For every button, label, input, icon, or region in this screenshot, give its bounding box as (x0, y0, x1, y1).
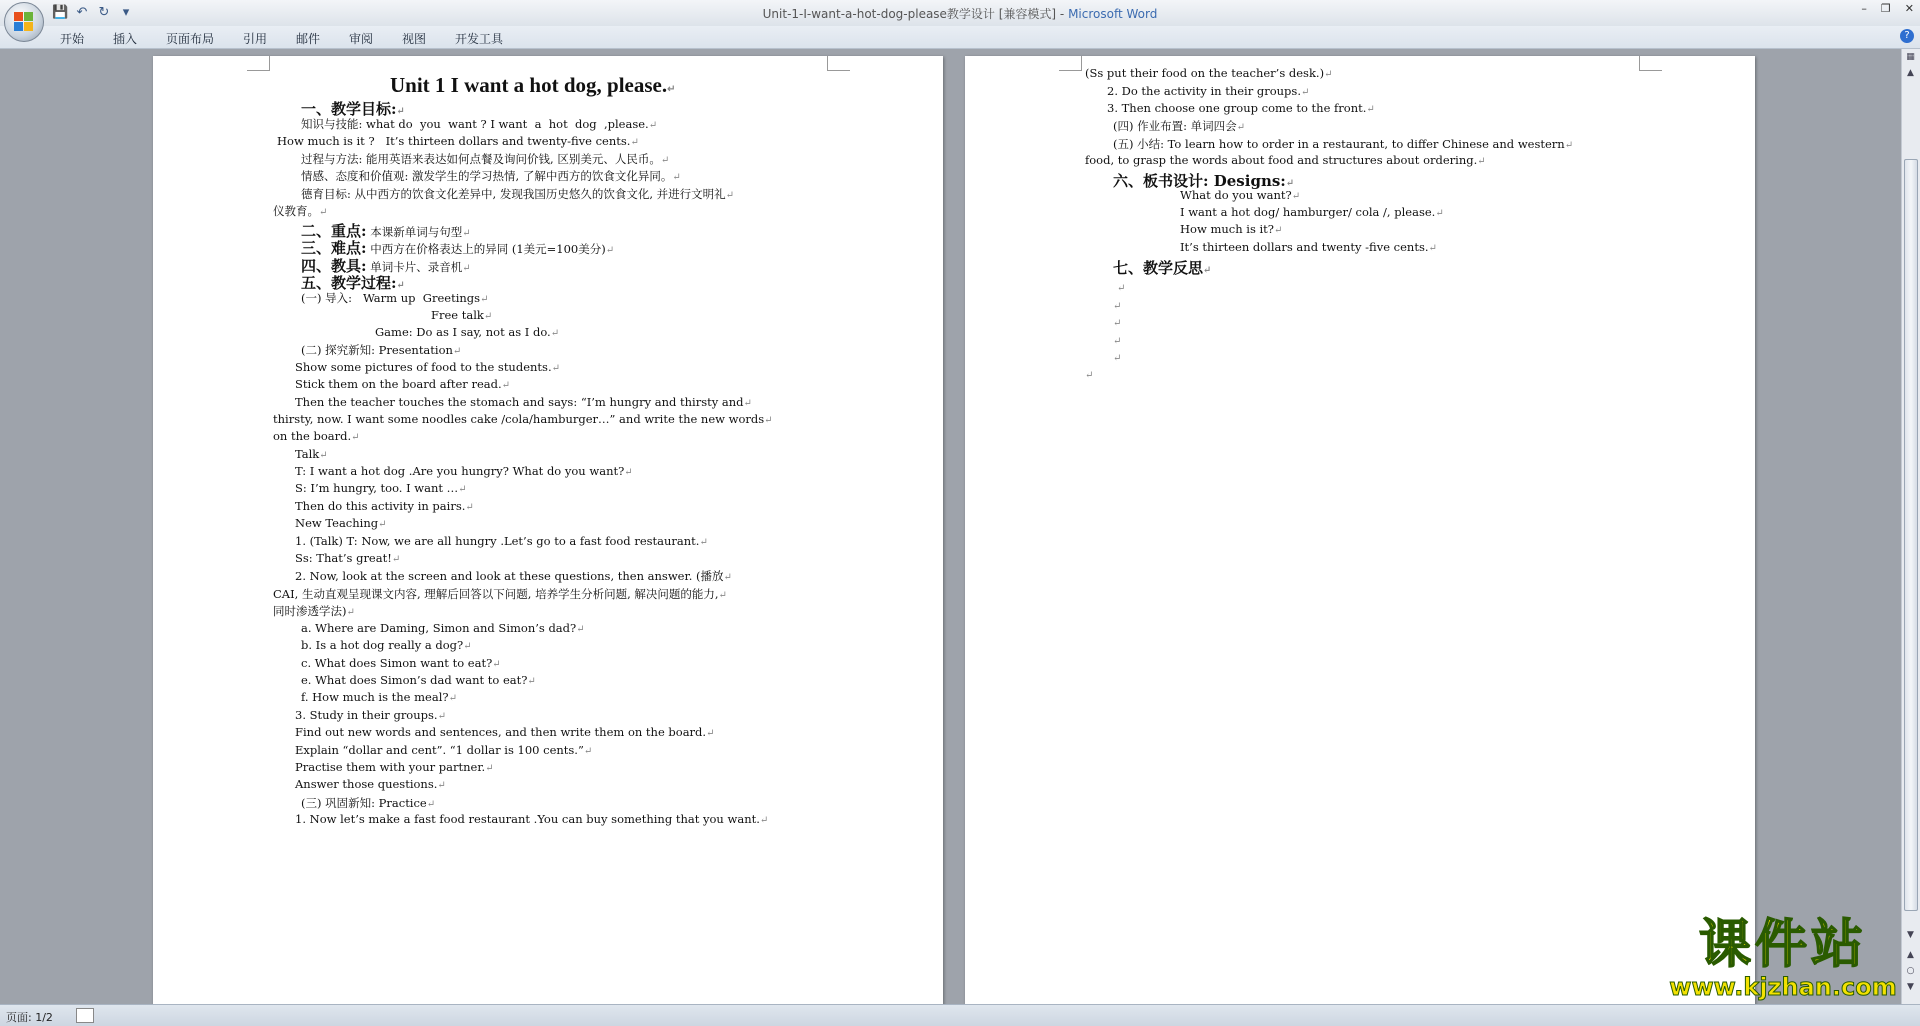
page-1-paragraph[interactable]: Then the teacher touches the stomach and says: “I’m hungry and thirsty and↵ (295, 395, 752, 409)
tab-references[interactable]: 引用 (243, 32, 268, 46)
ribbon-tabs (0, 26, 1920, 49)
paragraph-mark-icon: ↵ (378, 519, 387, 530)
page-1-paragraph[interactable]: 仪教育。↵ (273, 204, 328, 218)
page-1-paragraph[interactable]: 情感、态度和价值观: 激发学生的学习热情, 了解中西方的饮食文化异同。↵ (301, 169, 681, 183)
document-page-2[interactable] (965, 56, 1755, 1004)
paragraph-mark-icon: ↵ (624, 467, 633, 478)
empty-paragraph-mark-icon: ↵ (1113, 353, 1122, 364)
redo-icon[interactable]: ↻ (98, 5, 110, 20)
paragraph-mark-icon: ↵ (319, 207, 328, 218)
paragraph-mark-icon: ↵ (1366, 104, 1375, 115)
paragraph-mark-icon: ↵ (1300, 87, 1310, 98)
empty-paragraph-mark-icon: ↵ (1113, 301, 1122, 312)
page-1-paragraph[interactable]: S: I’m hungry, too. I want …↵ (295, 481, 467, 495)
page-1-paragraph[interactable]: on the board.↵ (273, 429, 360, 443)
scroll-down-icon[interactable]: ▼ (1907, 930, 1914, 940)
page-1-paragraph[interactable]: Show some pictures of food to the students.↵ (295, 360, 560, 374)
minimize-button[interactable]: – (1861, 2, 1867, 15)
page-1-paragraph[interactable]: 德育目标: 从中西方的饮食文化差异中, 发现我国历史悠久的饮食文化, 并进行文明礼↵ (301, 187, 735, 201)
page-1-paragraph[interactable]: Game: Do as I say, not as I do.↵ (375, 325, 560, 339)
paragraph-mark-icon: ↵ (501, 380, 511, 391)
watermark-text: 课件站 (1698, 915, 1867, 975)
paragraph-mark-icon: ↵ (437, 711, 446, 722)
paragraph-mark-icon: ↵ (346, 607, 355, 618)
page-1-paragraph[interactable]: Ss: That’s great!↵ (295, 551, 401, 565)
page-1-paragraph[interactable]: f. How much is the meal?↵ (301, 690, 457, 704)
tab-developer[interactable]: 开发工具 (455, 32, 504, 46)
paragraph-mark-icon: ↵ (718, 590, 727, 601)
app-name: Microsoft Word (1068, 7, 1158, 21)
paragraph-mark-icon: ↵ (452, 346, 462, 357)
page-1-paragraph[interactable]: 过程与方法: 能用英语来表达如何点餐及询问价钱, 区别美元、人民币。↵ (301, 152, 670, 166)
paragraph-mark-icon: ↵ (667, 84, 676, 95)
page-1-paragraph[interactable]: e. What does Simon’s dad want to eat?↵ (301, 673, 536, 687)
paragraph-mark-icon: ↵ (660, 155, 670, 166)
tab-review[interactable]: 审阅 (349, 32, 374, 46)
page-1-paragraph[interactable]: 五、教学过程:↵ (301, 274, 405, 292)
scroll-thumb[interactable] (1904, 159, 1918, 911)
help-icon[interactable]: ? (1900, 29, 1914, 43)
page-1-paragraph[interactable]: 二、重点: 本课新单词与句型↵ (301, 222, 471, 240)
tab-home[interactable]: 开始 (60, 32, 85, 46)
crop-mark (827, 56, 850, 71)
paragraph-mark-icon: ↵ (1203, 265, 1212, 276)
paragraph-mark-icon: ↵ (1428, 243, 1437, 254)
close-button[interactable]: ✕ (1904, 2, 1914, 15)
page-2-paragraph[interactable]: It’s thirteen dollars and twenty -five cents.↵ (1180, 240, 1437, 254)
paragraph-mark-icon: ↵ (759, 815, 769, 826)
scroll-up-icon[interactable]: ▲ (1907, 68, 1914, 78)
page-2-paragraph[interactable]: 七、教学反思↵ (1113, 259, 1212, 277)
paragraph-mark-icon: ↵ (699, 537, 708, 548)
page-1-paragraph[interactable]: T: I want a hot dog .Are you hungry? What do you want?↵ (295, 464, 633, 478)
paragraph-mark-icon: ↵ (319, 450, 328, 461)
paragraph-mark-icon: ↵ (723, 572, 732, 583)
page-1-paragraph[interactable]: 同时渗透学法)↵ (273, 604, 355, 618)
paragraph-mark-icon: ↵ (725, 190, 735, 201)
proofing-icon[interactable] (76, 1008, 94, 1023)
document-name: Unit-1-I-want-a-hot-dog-please教学设计 [兼容模式] - (762, 7, 1069, 21)
page-1-paragraph[interactable]: How much is it ? It’s thirteen dollars and twenty-five cents.↵ (277, 134, 639, 148)
paragraph-mark-icon: ↵ (1477, 156, 1486, 167)
page-2-paragraph[interactable]: How much is it?↵ (1180, 222, 1283, 236)
page-2-paragraph[interactable]: food, to grasp the words about food and structures about ordering.↵ (1085, 153, 1486, 167)
crop-mark (1059, 56, 1082, 71)
site-watermark-logo (1668, 916, 1898, 1006)
page-1-paragraph[interactable]: 1. (Talk) T: Now, we are all hungry .Let’s go to a fast food restaurant.↵ (295, 534, 708, 548)
paragraph-mark-icon: ↵ (462, 228, 471, 239)
paragraph-mark-icon: ↵ (672, 172, 681, 183)
paragraph-mark-icon: ↵ (764, 415, 773, 426)
page-2-paragraph[interactable]: What do you want?↵ (1180, 188, 1301, 202)
undo-icon[interactable]: ↶ (76, 5, 88, 20)
paragraph-mark-icon: ↵ (527, 676, 536, 687)
watermark-url: www.kjzhan.com (1669, 973, 1897, 1001)
ruler-toggle-icon[interactable]: ▦ (1906, 52, 1915, 62)
tab-mailings[interactable]: 邮件 (296, 32, 321, 46)
paragraph-mark-icon: ↵ (463, 641, 472, 652)
page-1-paragraph[interactable]: Answer those questions.↵ (295, 777, 446, 791)
page-1-paragraph[interactable]: Unit 1 I want a hot dog, please.↵ (390, 73, 676, 97)
paragraph-mark-icon: ↵ (396, 280, 405, 291)
paragraph-mark-icon: ↵ (648, 120, 658, 131)
office-logo-icon (14, 12, 34, 32)
page-2-paragraph[interactable]: 2. Do the activity in their groups.↵ (1107, 84, 1310, 98)
paragraph-mark-icon: ↵ (1324, 69, 1333, 80)
paragraph-mark-icon: ↵ (743, 398, 752, 409)
paragraph-mark-icon: ↵ (448, 693, 457, 704)
page-1-paragraph[interactable]: Free talk↵ (431, 308, 493, 322)
empty-paragraph-mark-icon: ↵ (1113, 336, 1122, 347)
paragraph-mark-icon: ↵ (1435, 208, 1444, 219)
paragraph-mark-icon: ↵ (351, 432, 360, 443)
previous-page-icon[interactable]: ▲ (1907, 950, 1914, 960)
paragraph-mark-icon: ↵ (551, 363, 560, 374)
page-1-paragraph[interactable]: thirsty, now. I want some noodles cake /cola/hamburger…” and write the new words↵ (273, 412, 773, 426)
page-1-paragraph[interactable]: 2. Now, look at the screen and look at these questions, then answer. (播放↵ (295, 569, 732, 583)
browse-object-icon[interactable]: ○ (1906, 966, 1915, 976)
page-1-paragraph[interactable]: Then do this activity in pairs.↵ (295, 499, 474, 513)
page-2-paragraph[interactable]: (Ss put their food on the teacher’s desk.)↵ (1085, 66, 1333, 80)
tab-page-layout[interactable]: 页面布局 (166, 32, 215, 46)
paragraph-mark-icon: ↵ (605, 245, 615, 256)
customize-icon[interactable]: ▾ (122, 5, 130, 20)
tab-view[interactable]: 视图 (402, 32, 427, 46)
page-2-paragraph[interactable]: 3. Then choose one group come to the front.↵ (1107, 101, 1375, 115)
document-page-1[interactable] (153, 56, 943, 1004)
empty-paragraph-mark-icon: ↵ (1113, 318, 1122, 329)
save-icon[interactable]: 💾 (52, 5, 69, 20)
page-1-paragraph[interactable]: c. What does Simon want to eat?↵ (301, 656, 501, 670)
page-1-paragraph[interactable]: (三) 巩固新知: Practice↵ (301, 796, 436, 810)
office-button[interactable] (4, 2, 44, 42)
status-bar (0, 1004, 1920, 1026)
tab-insert[interactable]: 插入 (113, 32, 138, 46)
page-count[interactable]: 页面: 1/2 (6, 1011, 53, 1024)
paragraph-mark-icon: ↵ (630, 137, 639, 148)
paragraph-mark-icon: ↵ (1564, 140, 1574, 151)
page-1-paragraph[interactable]: 一、教学目标:↵ (301, 100, 405, 118)
paragraph-mark-icon: ↵ (1273, 225, 1283, 236)
page-1-paragraph[interactable]: Practise them with your partner.↵ (295, 760, 494, 774)
page-1-paragraph[interactable]: 知识与技能: what do you want ? I want a hot dog ,please.↵ (301, 117, 658, 131)
page-2-paragraph[interactable]: I want a hot dog/ hamburger/ cola /, please.↵ (1180, 205, 1444, 219)
paragraph-mark-icon: ↵ (706, 728, 715, 739)
restore-button[interactable]: ❐ (1880, 2, 1891, 15)
paragraph-mark-icon: ↵ (1291, 191, 1301, 202)
paragraph-mark-icon: ↵ (492, 659, 501, 670)
page-1-paragraph[interactable]: 三、难点: 中西方在价格表达上的异同 (1美元=100美分)↵ (301, 239, 615, 257)
page-1-paragraph[interactable]: New Teaching↵ (295, 516, 387, 530)
page-1-paragraph[interactable]: b. Is a hot dog really a dog?↵ (301, 638, 472, 652)
next-page-icon[interactable]: ▼ (1907, 982, 1914, 992)
paragraph-mark-icon: ↵ (437, 780, 446, 791)
paragraph-mark-icon: ↵ (550, 328, 560, 339)
page-2-paragraph[interactable]: (四) 作业布置: 单词四会↵ (1113, 119, 1246, 133)
paragraph-mark-icon: ↵ (391, 554, 401, 565)
paragraph-mark-icon: ↵ (426, 799, 436, 810)
paragraph-mark-icon: ↵ (483, 311, 493, 322)
paragraph-mark-icon: ↵ (583, 746, 593, 757)
title-bar (0, 0, 1920, 26)
paragraph-mark-icon: ↵ (458, 484, 467, 495)
paragraph-mark-icon: ↵ (576, 624, 585, 635)
paragraph-mark-icon: ↵ (465, 502, 474, 513)
page-2-paragraph[interactable]: (五) 小结: To learn how to order in a restaurant, to differ Chinese and western↵ (1113, 137, 1574, 151)
paragraph-mark-icon: ↵ (396, 106, 405, 117)
page-1-paragraph[interactable]: Stick them on the board after read.↵ (295, 377, 511, 391)
window-title (0, 5, 1920, 22)
paragraph-mark-icon: ↵ (1285, 178, 1295, 189)
page-1-paragraph[interactable]: a. Where are Daming, Simon and Simon’s dad?↵ (301, 621, 585, 635)
page-1-paragraph[interactable]: 四、教具: 单词卡片、录音机↵ (301, 257, 471, 275)
paragraph-mark-icon: ↵ (480, 294, 489, 305)
crop-mark (247, 56, 270, 71)
page-1-paragraph[interactable]: 3. Study in their groups.↵ (295, 708, 446, 722)
paragraph-mark-icon: ↵ (485, 763, 494, 774)
empty-paragraph-mark-icon: ↵ (1117, 283, 1126, 294)
page-2-paragraph[interactable]: 六、板书设计: Designs:↵ (1113, 172, 1295, 190)
page-1-paragraph[interactable]: Find out new words and sentences, and then write them on the board.↵ (295, 725, 715, 739)
window-controls (1861, 2, 1914, 15)
page-1-paragraph[interactable]: Talk↵ (295, 447, 328, 461)
empty-paragraph-mark-icon: ↵ (1085, 370, 1094, 381)
paragraph-mark-icon: ↵ (462, 263, 471, 274)
page-1-paragraph[interactable]: (一) 导入: Warm up Greetings↵ (301, 291, 489, 305)
paragraph-mark-icon: ↵ (1236, 122, 1246, 133)
page-1-paragraph[interactable]: Explain “dollar and cent”. “1 dollar is 100 cents.”↵ (295, 743, 593, 757)
page-1-paragraph[interactable]: 1. Now let’s make a fast food restaurant .You can buy something that you want.↵ (295, 812, 769, 826)
page-1-paragraph[interactable]: CAI, 生动直观呈现课文内容, 理解后回答以下问题, 培养学生分析问题, 解决问题的能力,↵ (273, 587, 727, 601)
vertical-scrollbar[interactable] (1901, 49, 1920, 1004)
crop-mark (1639, 56, 1662, 71)
document-workspace (0, 49, 1902, 1004)
page-1-paragraph[interactable]: (二) 探究新知: Presentation↵ (301, 343, 462, 357)
